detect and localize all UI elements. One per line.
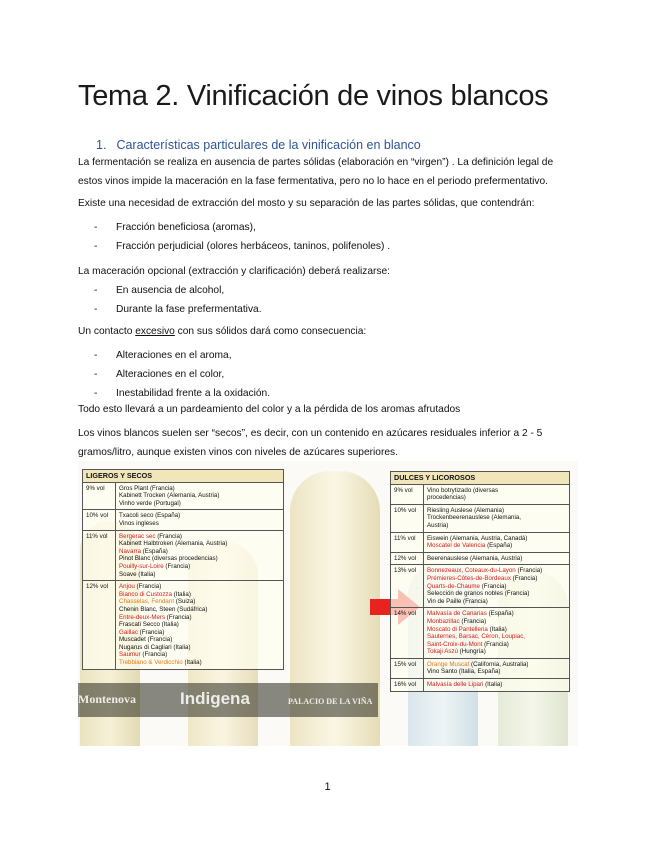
table-light-dry bbox=[82, 469, 284, 670]
wine-entry bbox=[427, 681, 566, 689]
table-row bbox=[391, 553, 569, 566]
wine-entry-part: Tokaji Aszú bbox=[427, 648, 458, 656]
paragraph-dry-wines bbox=[78, 424, 578, 462]
wine-entry-part: Bonnezeaux, Coteaux-du-Layon bbox=[427, 567, 516, 575]
wine-entry: Chenin Blanc, Steen (Sudáfrica) bbox=[119, 605, 208, 613]
wine-entry: Vino Santo (Italia, España) bbox=[427, 668, 501, 676]
wines-cell bbox=[116, 483, 283, 510]
alcohol-volume-cell: 10% vol bbox=[391, 505, 424, 532]
wine-entry: Riesling Auslese (Alemania) bbox=[427, 506, 505, 514]
dash-bullet: - bbox=[94, 350, 98, 361]
wine-entry bbox=[427, 661, 566, 669]
wines-cell bbox=[424, 505, 569, 532]
table-row bbox=[391, 505, 569, 533]
list-item-text: Inestabilidad frente a la oxidación. bbox=[116, 388, 271, 399]
paragraph-browning: Todo esto llevará a un pardeamiento del color y a la pérdida de los aromas afrutados bbox=[78, 404, 461, 415]
list-fractions bbox=[94, 218, 390, 256]
wine-entry: Eiswein (Alemania, Austria, Canadá) bbox=[427, 534, 528, 542]
wine-entry bbox=[119, 651, 280, 659]
alcohol-volume-cell: 11% vol bbox=[83, 531, 116, 581]
wine-entry: Muscadet (Francia) bbox=[119, 636, 173, 644]
list-item bbox=[94, 218, 390, 237]
wine-entry-part: (California, Australia) bbox=[469, 660, 529, 668]
alcohol-volume-cell: 12% vol bbox=[83, 581, 116, 669]
list-item bbox=[94, 365, 270, 384]
wine-entry-part: Anjou bbox=[119, 583, 135, 591]
table-row bbox=[391, 485, 569, 505]
text-run: Un contacto bbox=[78, 326, 136, 337]
section-heading bbox=[96, 138, 421, 152]
wine-entry bbox=[427, 618, 566, 626]
wine-entry-part: Moscatel de Valencia bbox=[427, 542, 486, 550]
wine-entry bbox=[119, 591, 280, 599]
wine-entry: Kabinett Trocken (Alemania, Austria) bbox=[119, 492, 220, 500]
wine-entry-part: Saumur bbox=[119, 651, 141, 659]
list-item-text: Fracción perjudicial (olores herbáceos, taninos, polifenoles) . bbox=[116, 241, 391, 252]
wine-entry: Frascati Secco (Italia) bbox=[119, 621, 179, 629]
wine-entry: Vin de Paille (Francia) bbox=[427, 597, 488, 605]
wine-entry: Trockenbeerenauslese (Alemania, bbox=[427, 514, 522, 522]
wine-entry-part: Quarts-de-Chaume bbox=[427, 582, 480, 590]
dash-bullet: - bbox=[94, 388, 98, 399]
wine-entry: Sauternes, Barsac, Céron, Loupiac, bbox=[427, 633, 526, 641]
wine-entry: Kabinett Halbtroken (Alemania, Austria) bbox=[119, 540, 228, 548]
wines-cell bbox=[424, 659, 569, 678]
wine-entry: Vino botrytizado (diversas bbox=[427, 486, 499, 494]
alcohol-volume-cell: 9% vol bbox=[391, 485, 424, 504]
bottle-label-text: Montenova bbox=[78, 692, 136, 706]
wine-entry-part: Monbazillac bbox=[427, 617, 460, 625]
wines-cell bbox=[116, 581, 283, 669]
wine-entry-part: (Francia) bbox=[137, 628, 165, 636]
wine-entry: Vinos ingleses bbox=[119, 519, 159, 527]
wine-entry-part: (Italia) bbox=[171, 590, 191, 598]
table-row bbox=[391, 608, 569, 659]
wine-entry bbox=[119, 629, 280, 637]
wine-entry-part: (Francia) bbox=[134, 583, 162, 591]
wine-entry-part: Orange Muscat bbox=[427, 660, 470, 668]
list-item bbox=[94, 281, 262, 300]
wine-entry-part: (Italia) bbox=[483, 681, 503, 689]
wines-cell bbox=[116, 510, 283, 529]
table-row bbox=[391, 679, 569, 691]
wine-entry-part: (Francia) bbox=[510, 574, 538, 582]
wines-cell bbox=[424, 533, 569, 552]
section-heading-text: Características particulares de la vinificación en blanco bbox=[116, 138, 421, 152]
page-number: 1 bbox=[324, 781, 331, 793]
dash-bullet: - bbox=[94, 285, 98, 296]
wine-entry-part: (Francia) bbox=[155, 532, 182, 540]
alcohol-volume-cell: 16% vol bbox=[391, 679, 424, 691]
table-header: DULCES Y LICOROSOS bbox=[391, 472, 569, 485]
wine-entry-part: (Francia) bbox=[140, 651, 168, 659]
wine-entry bbox=[119, 659, 280, 667]
list-consequences bbox=[94, 346, 270, 403]
wine-entry bbox=[427, 575, 566, 583]
wine-entry-part: Bergerac sec bbox=[119, 532, 156, 540]
alcohol-volume-cell: 11% vol bbox=[391, 533, 424, 552]
table-row bbox=[391, 565, 569, 608]
wine-entry bbox=[119, 548, 280, 556]
wine-entry-part: Navarra bbox=[119, 547, 142, 555]
table-row bbox=[83, 483, 283, 511]
wine-entry bbox=[119, 533, 280, 541]
list-item-text: Alteraciones en el aroma, bbox=[116, 350, 232, 361]
wine-entry bbox=[119, 614, 280, 622]
wines-cell bbox=[424, 553, 569, 565]
wine-entry: Gros Plant (Francia) bbox=[119, 484, 175, 492]
wine-entry: Selección de granos nobles (Francia) bbox=[427, 590, 530, 598]
paragraph-line: La fermentación se realiza en ausencia de partes sólidas (elaboración en “virgen”) . La definición legal de bbox=[78, 157, 554, 168]
wine-entry-part: (España) bbox=[141, 547, 168, 555]
wine-entry bbox=[427, 626, 566, 634]
table-row bbox=[391, 659, 569, 679]
wine-entry: procedencias) bbox=[427, 494, 466, 502]
wines-cell bbox=[424, 679, 569, 691]
wine-entry bbox=[427, 542, 566, 550]
wine-entry-part: Entre-deux-Mers bbox=[119, 613, 166, 621]
wine-entry-part: Gaillac bbox=[119, 628, 138, 636]
alcohol-volume-cell: 15% vol bbox=[391, 659, 424, 678]
alcohol-volume-cell: 12% vol bbox=[391, 553, 424, 565]
wine-entry-part: (España) bbox=[485, 542, 513, 550]
wine-entry: Soave (Italia) bbox=[119, 570, 156, 578]
wine-entry-part: Trebbiano & Verdicchio bbox=[119, 659, 183, 667]
dash-bullet: - bbox=[94, 369, 98, 380]
paragraph-maceration: La maceración opcional (extracción y clarificación) deberá realizarse: bbox=[78, 266, 390, 277]
table-sweet-liquorous bbox=[390, 471, 570, 692]
wine-entry-part: (Francia) bbox=[515, 567, 543, 575]
list-item-text: En ausencia de alcohol, bbox=[116, 285, 225, 296]
wine-entry: Vinho verde (Portugal) bbox=[119, 499, 181, 507]
wine-entry-part: (Francia) bbox=[165, 613, 192, 621]
wine-entry: Txacoli seco (España) bbox=[119, 512, 181, 520]
alcohol-volume-cell: 13% vol bbox=[391, 565, 424, 607]
dash-bullet: - bbox=[94, 304, 98, 315]
wine-entry-part: (Francia) bbox=[482, 640, 509, 648]
bottle-label-text: Indigena bbox=[180, 689, 250, 708]
wines-cell bbox=[424, 608, 569, 658]
bottle-label-text: PALACIO DE LA VIÑA bbox=[288, 697, 373, 706]
table-row bbox=[83, 581, 283, 669]
list-item bbox=[94, 346, 270, 365]
wine-entry-part: Moscato di Pantelleria bbox=[427, 625, 488, 633]
wine-entry-part: Bianco di Custozza bbox=[119, 590, 172, 598]
wine-entry bbox=[427, 610, 566, 618]
wine-entry bbox=[119, 563, 280, 571]
paragraph-contact bbox=[78, 322, 578, 341]
wine-entry-part: (Hungría) bbox=[457, 648, 486, 656]
paragraph-line: estos vinos impide la maceración en la fase fermentativa, pero no lo hace en el periodo prefermentativo. bbox=[78, 176, 549, 187]
wine-entry-part: (Francia) bbox=[479, 582, 507, 590]
section-number: 1. bbox=[96, 138, 107, 152]
list-item-text: Alteraciones en el color, bbox=[116, 369, 225, 380]
wine-entry-part: (España) bbox=[486, 610, 514, 618]
alcohol-volume-cell: 10% vol bbox=[83, 510, 116, 529]
paragraph-fermentation bbox=[78, 153, 578, 191]
wine-entry-part: Pouilly-sur-Loire bbox=[119, 562, 164, 570]
wine-entry: Nugarus di Cagliari (Italia) bbox=[119, 643, 191, 651]
alcohol-volume-cell: 9% vol bbox=[83, 483, 116, 510]
wine-entry bbox=[427, 567, 566, 575]
underlined-word: excesivo bbox=[135, 326, 175, 337]
alcohol-volume-cell: 14% vol bbox=[391, 608, 424, 658]
wines-cell bbox=[424, 485, 569, 504]
list-item-text: Durante la fase prefermentativa. bbox=[116, 304, 262, 315]
list-item bbox=[94, 237, 390, 256]
wine-entry: Beerenauslese (Alemania, Austria) bbox=[427, 554, 523, 562]
table-row bbox=[83, 510, 283, 530]
wines-cell bbox=[424, 565, 569, 607]
wine-classification-figure bbox=[78, 461, 578, 746]
wine-entry bbox=[119, 583, 280, 591]
paragraph-extraction: Existe una necesidad de extracción del mosto y su separación de las partes sólidas, que contendrán: bbox=[78, 198, 535, 209]
wine-entry-part: Saint-Croix-du-Mont bbox=[427, 640, 483, 648]
wine-entry-part: (Italia) bbox=[182, 659, 202, 667]
wine-entry-part: Chasselas, Fendant bbox=[119, 598, 175, 606]
list-item bbox=[94, 300, 262, 319]
wine-entry-part: (Suiza) bbox=[174, 598, 196, 606]
wine-entry-part: (Francia) bbox=[459, 617, 487, 625]
wine-entry bbox=[119, 598, 280, 606]
table-row bbox=[391, 533, 569, 553]
list-item-text: Fracción beneficiosa (aromas), bbox=[116, 222, 256, 233]
list-maceration bbox=[94, 281, 262, 319]
wine-entry-part: Malvasía de Canarias bbox=[427, 610, 487, 618]
wine-entry-part: (Francia) bbox=[163, 562, 191, 570]
table-row bbox=[83, 531, 283, 582]
wine-entry-part: (Italia) bbox=[487, 625, 507, 633]
wine-entry-part: Malvasía delle Lipari bbox=[427, 681, 484, 689]
wines-cell bbox=[116, 531, 283, 581]
wine-entry bbox=[427, 641, 566, 649]
wine-entry bbox=[427, 648, 566, 656]
wine-entry: Austria) bbox=[427, 521, 449, 529]
page-title: Tema 2. Vinificación de vinos blancos bbox=[78, 80, 549, 112]
paragraph-line: Los vinos blancos suelen ser “secos”, es decir, con un contenido en azúcares residuales inferior a 2 - 5 bbox=[78, 428, 543, 439]
text-run: con sus sólidos dará como consecuencia: bbox=[174, 326, 367, 337]
dash-bullet: - bbox=[94, 241, 98, 252]
dash-bullet: - bbox=[94, 222, 98, 233]
paragraph-line: gramos/litro, aunque existen vinos con niveles de azúcares superiores. bbox=[78, 447, 398, 458]
wine-entry: Pinot Blanc (diversas procedencias) bbox=[119, 555, 218, 563]
wine-entry bbox=[427, 583, 566, 591]
table-header: LIGEROS Y SECOS bbox=[83, 470, 283, 483]
wine-entry-part: Prémieres-Côtes-de-Bordeaux bbox=[427, 574, 511, 582]
